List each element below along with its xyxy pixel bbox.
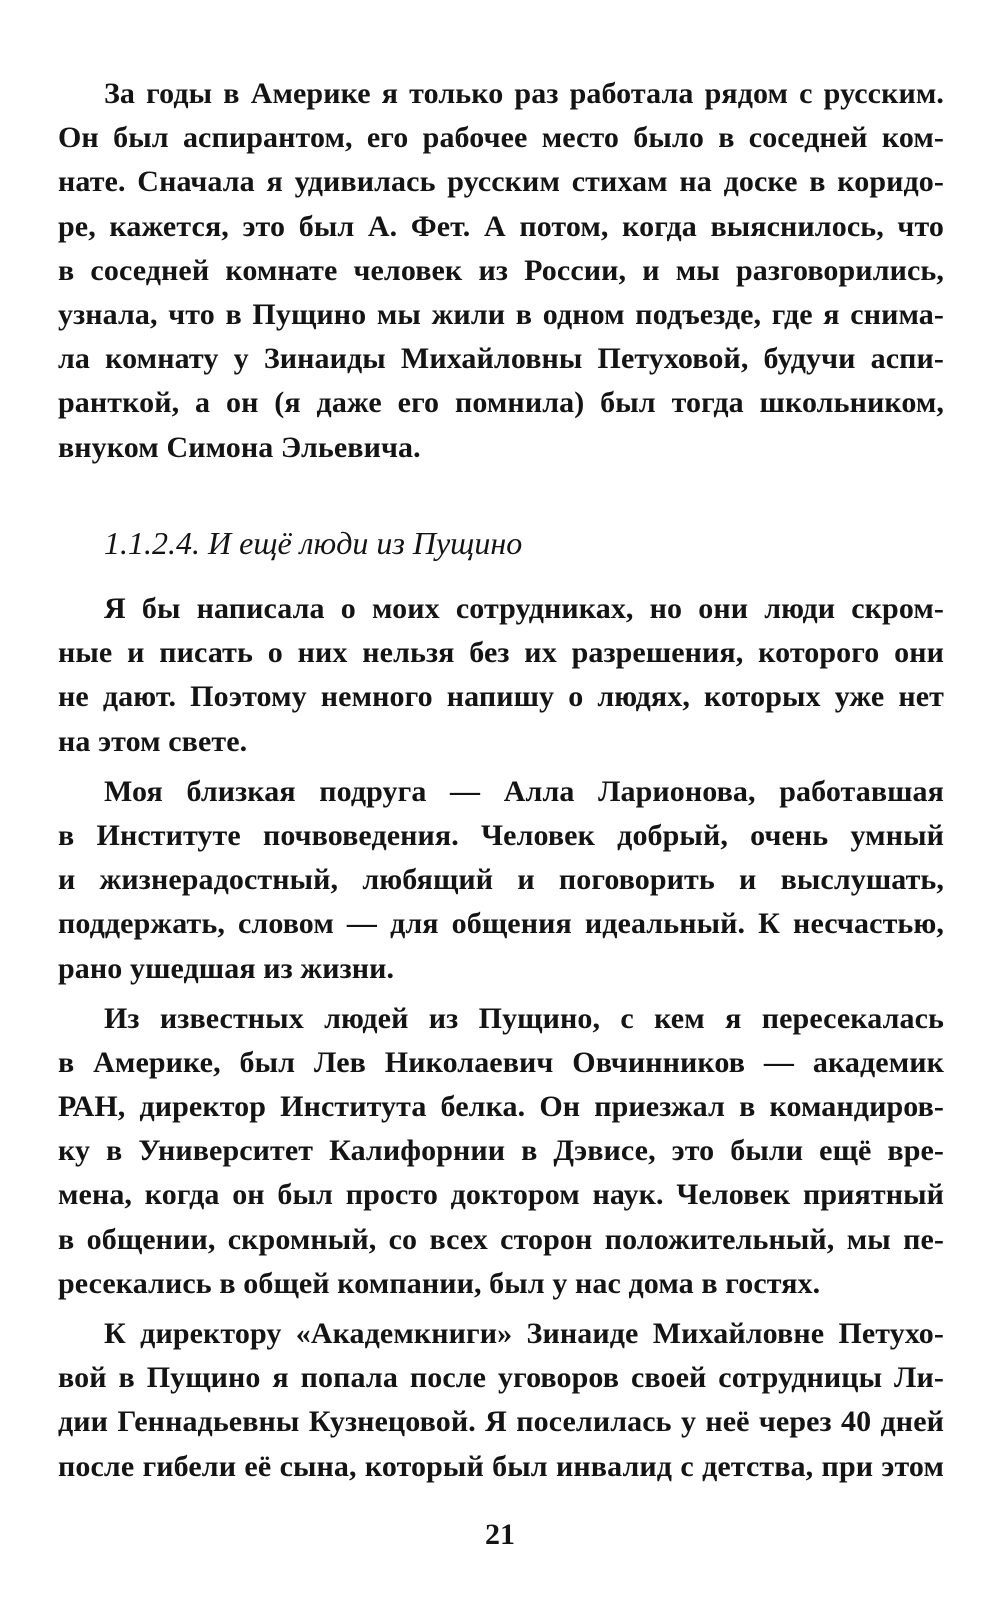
body-text (58, 587, 944, 1489)
paragraph-2-line: ные и писать о них нельзя без их разрешения, которого они (58, 636, 944, 670)
paragraph-1-line: нате. Сначала я удивилась русским стихам на доске в коридо- (58, 165, 944, 199)
paragraph-1-line: в соседней комнате человек из России, и мы разговорились, (58, 253, 944, 287)
paragraph-5 (58, 1312, 944, 1489)
paragraph-1-line: внуком Симона Эльевича. (58, 430, 421, 464)
paragraph-1-line: Он был аспирантом, его рабочее место было в соседней ком- (58, 121, 944, 155)
paragraph-3-line: Моя близкая подруга — Алла Ларионова, работавшая (104, 774, 944, 808)
paragraph-1-line: узнала, что в Пущино мы жили в одном подъезде, где я снима- (58, 297, 944, 331)
paragraph-4-line: РАН, директор Института белка. Он приезжал в командиров- (58, 1090, 944, 1124)
paragraph-3-line: в Институте почвоведения. Человек добрый, очень умный (58, 818, 944, 852)
paragraph-2-line: на этом свете. (58, 724, 248, 758)
paragraph-2-line: Я бы написала о моих сотрудниках, но они люди скром- (104, 592, 944, 625)
paragraph-4-line: мена, когда он был просто доктором наук. Человек приятный (58, 1178, 944, 1212)
paragraph-5-line: после гибели её сына, который был инвалид с детства, при этом (58, 1449, 944, 1483)
paragraph-4-line: в общении, скромный, со всех сторон положительный, мы пе- (58, 1222, 944, 1256)
section-heading: 1.1.2.4. И ещё люди из Пущино (104, 525, 523, 561)
paragraph-5-line: К директору «Академкниги» Зинаиде Михайловне Петухо- (104, 1317, 944, 1350)
page-number: 21 (485, 1518, 515, 1551)
paragraph-3-line: поддержать, словом — для общения идеальный. К несчастью, (58, 907, 944, 941)
paragraph-1-line: ре, кажется, это был А. Фет. А потом, когда выяснилось, что (58, 209, 944, 243)
paragraph-2 (58, 587, 944, 764)
paragraph-1-line: ранткой, а он (я даже его помнила) был тогда школьником, (58, 386, 944, 420)
paragraph-2-line: не дают. Поэтому немного напишу о людях, которых уже нет (58, 680, 944, 714)
paragraph-3 (58, 770, 944, 991)
paragraph-3-line: и жизнерадостный, любящий и поговорить и выслушать, (58, 863, 944, 897)
paragraph-4 (58, 997, 944, 1306)
paragraph-4-line: ку в Университет Калифорнии в Дэвисе, это были ещё вре- (58, 1134, 944, 1168)
paragraph-4-line: в Америке, был Лев Николаевич Овчинников — академик (58, 1045, 944, 1079)
paragraph-3-line: рано ушедшая из жизни. (58, 951, 395, 985)
paragraph-5-line: вой в Пущино я попала после уговоров своей сотрудницы Ли- (58, 1361, 944, 1395)
paragraph-1-line: ла комнату у Зинаиды Михайловны Петуховой, будучи аспи- (58, 342, 944, 376)
paragraph-5-line: дии Геннадьевны Кузнецовой. Я поселилась у неё через 40 дней (58, 1405, 944, 1439)
paragraph-1-line: За годы в Америке я только раз работала рядом с русским. (104, 77, 944, 110)
paragraph-4-line: Из известных людей из Пущино, с кем я пересекалась (104, 1001, 944, 1035)
paragraph-1 (58, 72, 944, 470)
paragraph-4-line: ресекались в общей компании, был у нас дома в гостях. (58, 1266, 821, 1300)
